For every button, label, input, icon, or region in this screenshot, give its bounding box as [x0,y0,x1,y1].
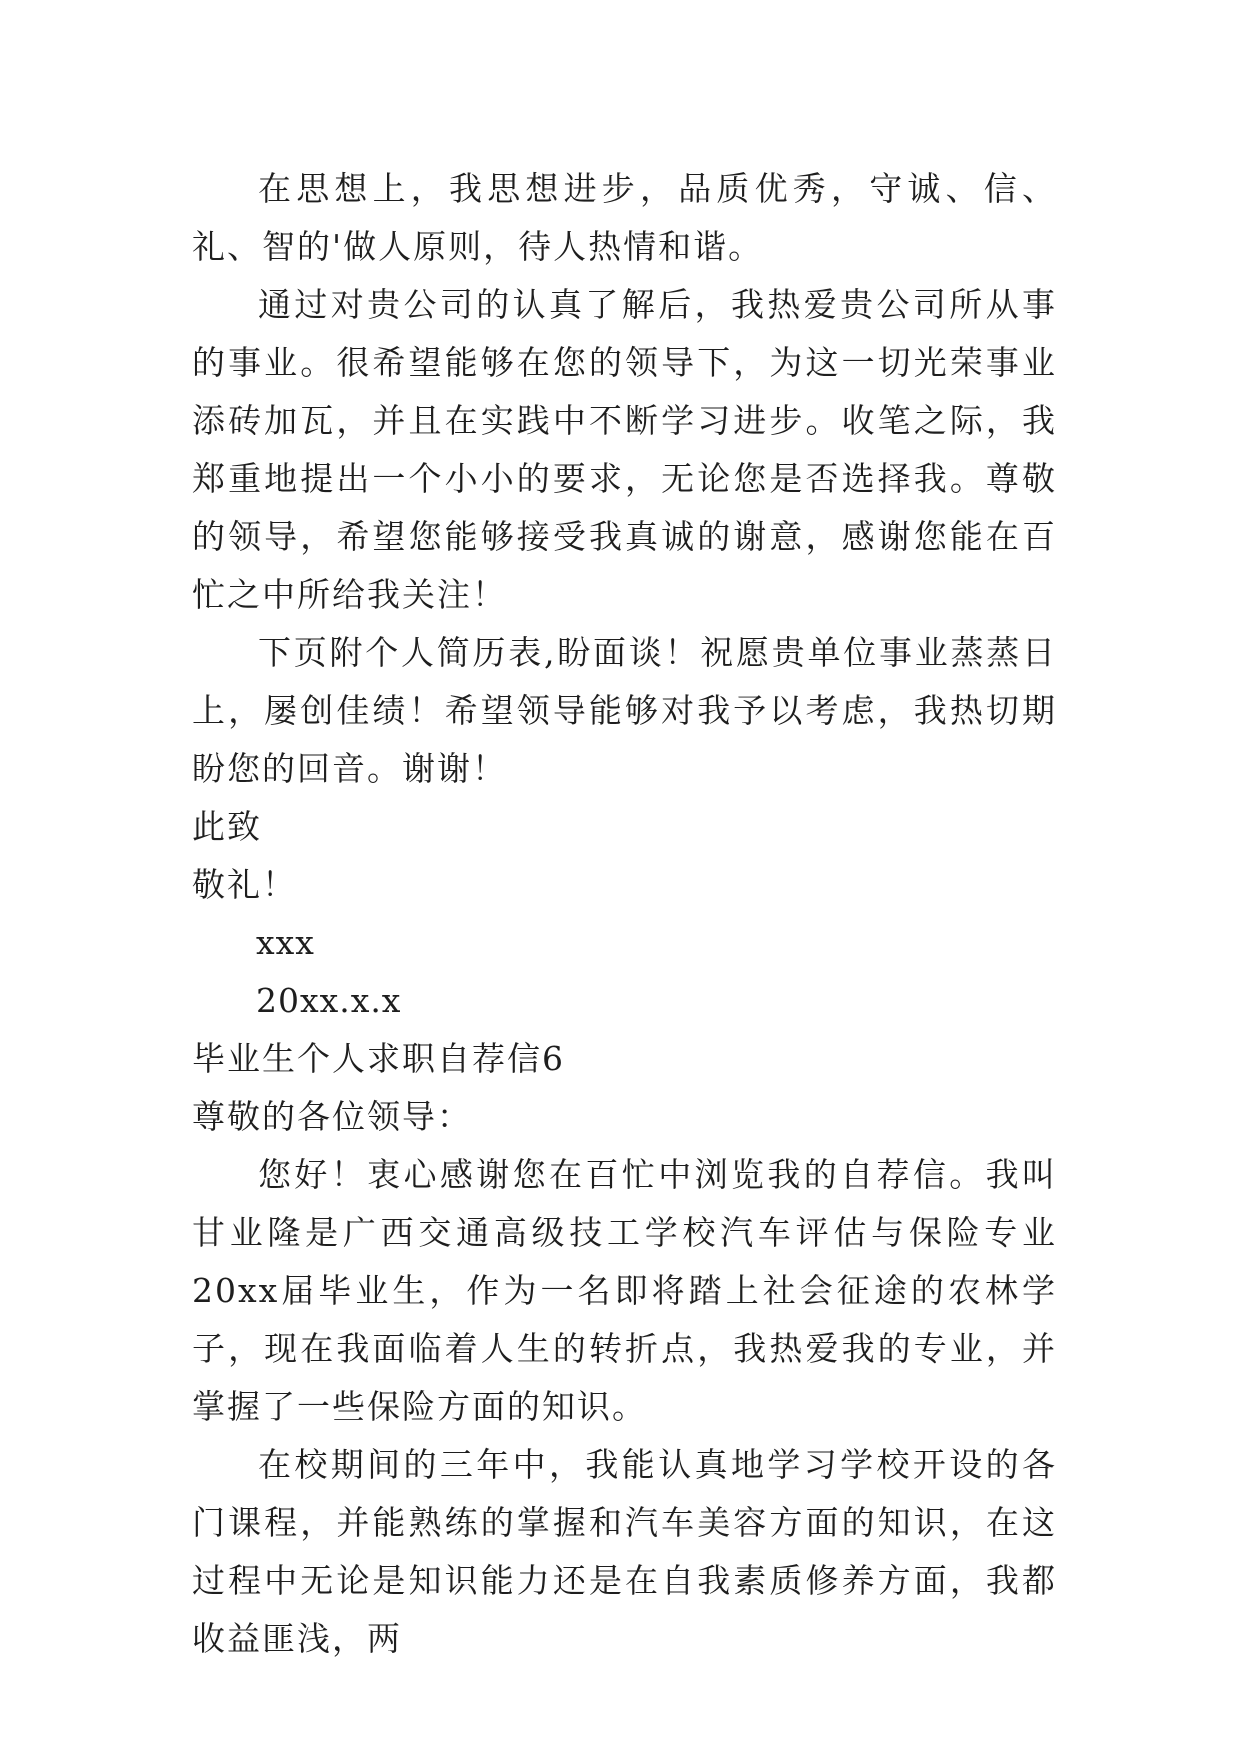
paragraph-company: 通过对贵公司的认真了解后，我热爱贵公司所从事的事业。很希望能够在您的领导下，为这一切光荣事业添砖加瓦，并且在实践中不断学习进步。收笔之际，我郑重地提出一个小小的要求，无论您是否选择我。尊敬的领导，希望您能够接受我真诚的谢意，感谢您能在百忙之中所给我关注！ [192,285,1057,614]
closing-line-1: 此致 [192,807,262,846]
paragraph-resume: 下页附个人简历表,盼面谈！祝愿贵单位事业蒸蒸日上，屡创佳绩！希望领导能够对我予以考虑，我热切期盼您的回音。谢谢！ [192,633,1057,788]
letter-title: 毕业生个人求职自荐信6 [192,1039,565,1078]
salutation: 尊敬的各位领导： [192,1097,472,1136]
paragraph-principles: 在思想上，我思想进步，品质优秀，守诚、信、礼、智的'做人原则，待人热情和谐。 [192,169,1057,266]
signature-name: xxx [256,923,315,962]
paragraph-studies: 在校期间的三年中，我能认真地学习学校开设的各门课程，并能熟练的掌握和汽车美容方面的知识，在这过程中无论是知识能力还是在自我素质修养方面，我都收益匪浅，两 [192,1445,1057,1658]
document-body [192,160,1057,1668]
signature-date: 20xx.x.x [256,981,402,1020]
paragraph-introduction: 您好！衷心感谢您在百忙中浏览我的自荐信。我叫甘业隆是广西交通高级技工学校汽车评估与保险专业20xx届毕业生，作为一名即将踏上社会征途的农林学子，现在我面临着人生的转折点，我热爱我的专业，并掌握了一些保险方面的知识。 [192,1155,1057,1426]
closing-line-2: 敬礼！ [192,865,297,904]
